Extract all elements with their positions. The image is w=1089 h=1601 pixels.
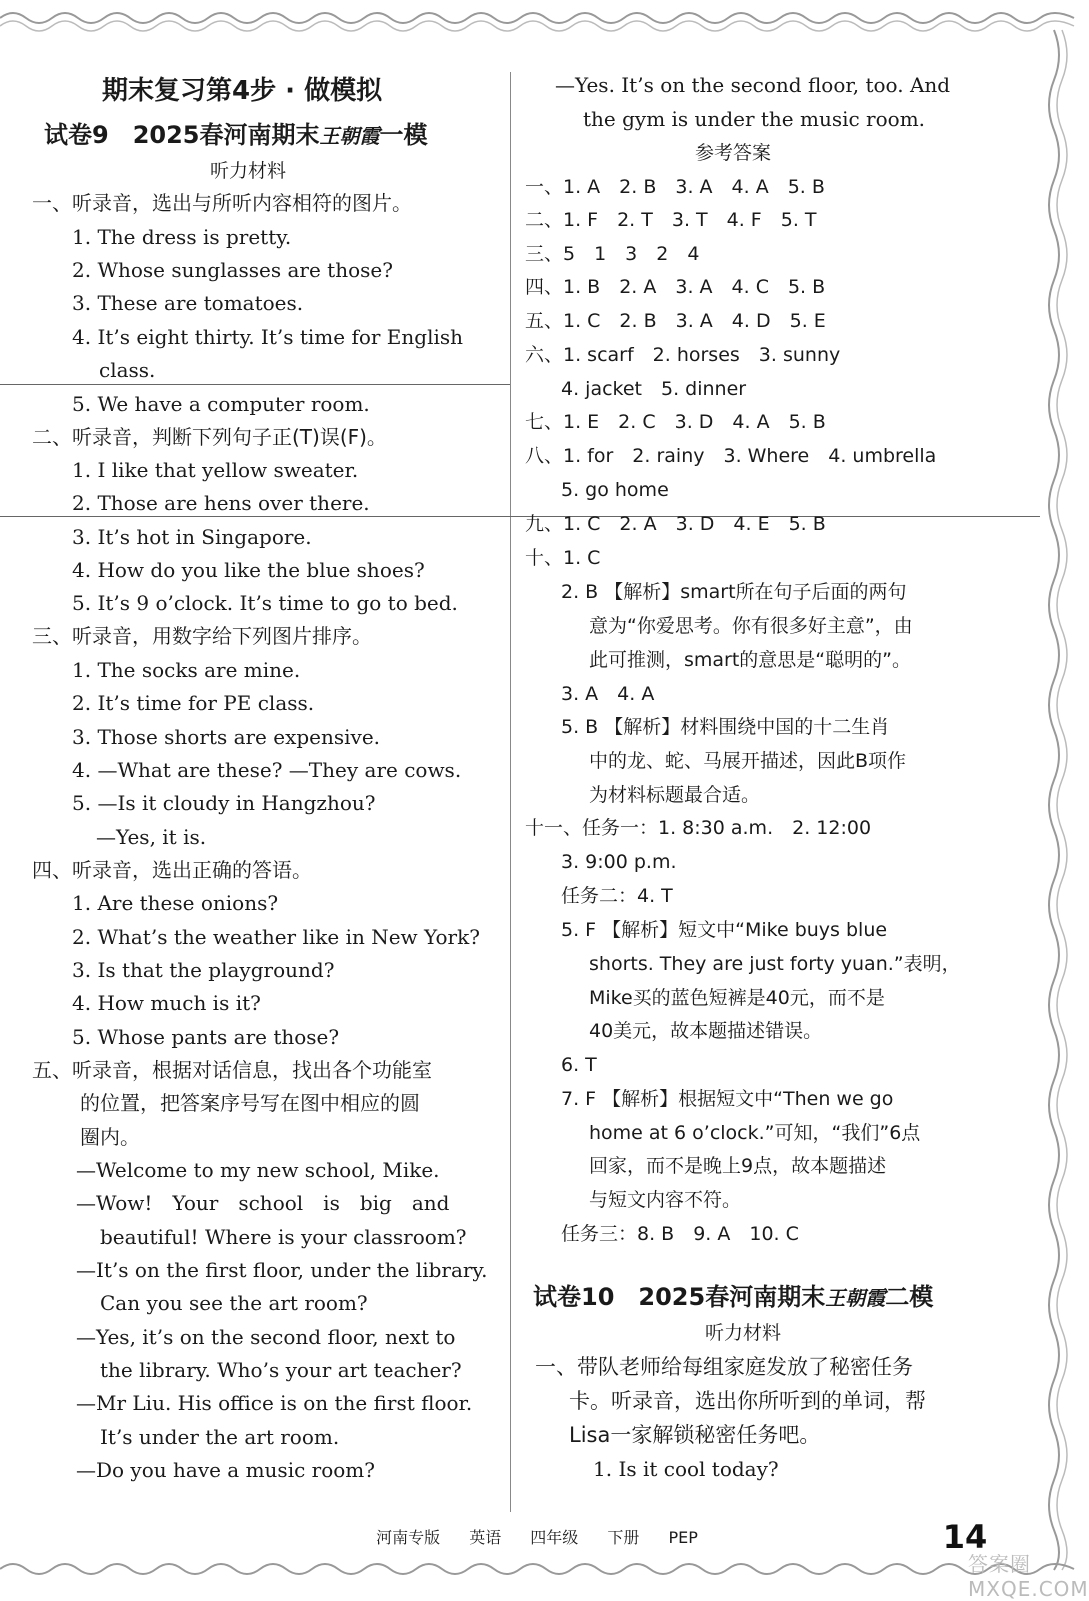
dialog-line: —Welcome to my new school, Mike. bbox=[76, 1158, 440, 1182]
explanation-line: 7. F 【解析】根据短文中“Then we go bbox=[561, 1088, 894, 1110]
page-footer bbox=[0, 1525, 1074, 1548]
paper10-section-1-title-cont: Lisa一家解锁秘密任务吧。 bbox=[569, 1423, 821, 1447]
explanation-line: home at 6 o’clock.”可知，“我们”6点 bbox=[589, 1122, 921, 1144]
list-item: 1. Is it cool today? bbox=[593, 1457, 779, 1481]
list-item: 3. It’s hot in Singapore. bbox=[72, 525, 312, 549]
answer-row: 八、1. for 2. rainy 3. Where 4. umbrella bbox=[525, 445, 937, 467]
list-item: 4. How do you like the blue shoes? bbox=[72, 558, 425, 582]
answer-row: 三、5 1 3 2 4 bbox=[525, 243, 700, 265]
explanation-line: shorts. They are just forty yuan.”表明， bbox=[589, 953, 961, 975]
list-item: 5. —Is it cloudy in Hangzhou? bbox=[72, 791, 376, 815]
explanation-line: 回家，而不是晚上9点，故本题描述 bbox=[589, 1155, 887, 1177]
list-item: 5. Whose pants are those? bbox=[72, 1025, 340, 1049]
answer-row-cont: 6. T bbox=[561, 1054, 597, 1076]
explanation-line: 此可推测，smart的意思是“聪明的”。 bbox=[589, 649, 911, 671]
paper9-suffix: 一模 bbox=[379, 121, 428, 149]
dialog-line: —Yes. It’s on the second floor, too. And bbox=[555, 73, 951, 97]
dialog-line: the library. Who’s your art teacher? bbox=[100, 1358, 462, 1382]
section-2-title: 二、听录音，判断下列句子正(T)误(F)。 bbox=[32, 425, 387, 449]
list-item: 2. Whose sunglasses are those? bbox=[72, 258, 393, 282]
section-5-title-cont: 圈内。 bbox=[80, 1125, 140, 1149]
list-item: 3. Those shorts are expensive. bbox=[72, 725, 381, 749]
explanation-line: 与短文内容不符。 bbox=[589, 1189, 742, 1211]
dialog-line: —Mr Liu. His office is on the first floor. bbox=[76, 1391, 473, 1415]
answer-row: 一、1. A 2. B 3. A 4. A 5. B bbox=[525, 176, 825, 198]
list-item: 4. How much is it? bbox=[72, 991, 261, 1015]
dialog-line: —Wow! Your school is big and bbox=[76, 1191, 450, 1215]
explanation-line: 5. B 【解析】材料围绕中国的十二生肖 bbox=[561, 716, 890, 738]
list-item: 2. It’s time for PE class. bbox=[72, 691, 315, 715]
paper9-listening-label: 听力材料 bbox=[210, 160, 287, 182]
dialog-line: It’s under the art room. bbox=[100, 1425, 340, 1449]
section-5-title: 五、听录音，根据对话信息，找出各个功能室 bbox=[32, 1058, 432, 1082]
step-title: 期末复习第4步 · 做模拟 bbox=[102, 76, 383, 106]
answer-row-cont: 5. go home bbox=[561, 479, 669, 501]
page-number: 14 bbox=[942, 1518, 988, 1556]
answer-row: 十一、任务一：1. 8:30 a.m. 2. 12:00 bbox=[525, 817, 872, 839]
section-1-title: 一、听录音，选出与所听内容相符的图片。 bbox=[32, 191, 412, 215]
scan-line bbox=[0, 384, 510, 385]
paper10-brand-logo: 王朝霞 bbox=[825, 1286, 886, 1310]
list-item: 1. The dress is pretty. bbox=[72, 225, 292, 249]
footer-edition: 河南专版 bbox=[376, 1528, 441, 1547]
list-item: 4. —What are these? —They are cows. bbox=[72, 758, 462, 782]
explanation-line: 中的龙、蛇、马展开描述，因此B项作 bbox=[589, 750, 907, 772]
footer-subject: 英语 bbox=[469, 1528, 502, 1547]
list-item-continuation: class. bbox=[99, 358, 156, 382]
explanation-line: 5. F 【解析】短文中“Mike buys blue bbox=[561, 919, 888, 941]
explanation-line: 2. B 【解析】smart所在句子后面的两句 bbox=[561, 581, 907, 603]
paper10-title bbox=[533, 1282, 933, 1313]
paper9-brand-logo: 王朝霞 bbox=[319, 124, 380, 148]
list-item: 3. These are tomatoes. bbox=[72, 291, 304, 315]
answer-row: 四、1. B 2. A 3. A 4. C 5. B bbox=[525, 276, 826, 298]
dialog-line: —Do you have a music room? bbox=[76, 1458, 375, 1482]
list-item: 2. What’s the weather like in New York? bbox=[72, 925, 480, 949]
list-item: 4. It’s eight thirty. It’s time for English bbox=[72, 325, 464, 349]
answer-row-cont: 任务三：8. B 9. A 10. C bbox=[561, 1223, 799, 1245]
paper10-section-1-title: 一、带队老师给每组家庭发放了秘密任务 bbox=[535, 1355, 913, 1379]
section-3-title: 三、听录音，用数字给下列图片排序。 bbox=[32, 624, 372, 648]
paper10-listening-label: 听力材料 bbox=[705, 1322, 782, 1344]
explanation-line: 为材料标题最合适。 bbox=[589, 784, 761, 806]
list-item: 1. I like that yellow sweater. bbox=[72, 458, 359, 482]
answer-row: 六、1. scarf 2. horses 3. sunny bbox=[525, 344, 841, 366]
list-item: 5. It’s 9 o’clock. It’s time to go to bed. bbox=[72, 591, 458, 615]
list-item: 1. Are these onions? bbox=[72, 891, 279, 915]
bottom-wavy-border bbox=[0, 1555, 1074, 1589]
section-5-title-cont: 的位置，把答案序号写在图中相应的圆 bbox=[80, 1091, 420, 1115]
dialog-line: the gym is under the music room. bbox=[583, 107, 926, 131]
explanation-line: 40美元，故本题描述错误。 bbox=[589, 1020, 823, 1042]
list-item: 5. We have a computer room. bbox=[72, 392, 370, 416]
column-divider bbox=[510, 72, 511, 1512]
answer-row: 五、1. C 2. B 3. A 4. D 5. E bbox=[525, 310, 826, 332]
dialog-line: Can you see the art room? bbox=[100, 1291, 368, 1315]
list-item: 3. Is that the playground? bbox=[72, 958, 335, 982]
answer-row-cont: 任务二：4. T bbox=[561, 885, 673, 907]
top-wavy-border bbox=[0, 4, 1074, 38]
paper9-title-text: 试卷9 2025春河南期末 bbox=[44, 121, 320, 149]
answer-row: 二、1. F 2. T 3. T 4. F 5. T bbox=[525, 209, 817, 231]
section-4-title: 四、听录音，选出正确的答语。 bbox=[32, 858, 312, 882]
dialog-line: beautiful! Where is your classroom? bbox=[100, 1225, 467, 1249]
answer-row-cont: 3. A 4. A bbox=[561, 683, 655, 705]
dialog-line: —Yes, it’s on the second floor, next to bbox=[76, 1325, 456, 1349]
answer-row-cont: 4. jacket 5. dinner bbox=[561, 378, 747, 400]
watermark: 答案圈 MXQE.COM bbox=[968, 1552, 1089, 1601]
answers-label: 参考答案 bbox=[695, 142, 772, 164]
footer-volume: 下册 bbox=[607, 1528, 640, 1547]
answer-row: 七、1. E 2. C 3. D 4. A 5. B bbox=[525, 411, 826, 433]
answer-row: 十、1. C bbox=[525, 547, 601, 569]
footer-grade: 四年级 bbox=[530, 1528, 579, 1547]
dialog-line: —It’s on the first floor, under the library. bbox=[76, 1258, 488, 1282]
paper10-suffix: 二模 bbox=[885, 1283, 934, 1311]
explanation-line: 意为“你爱思考。你有很多好主意”，由 bbox=[589, 615, 913, 637]
footer-version: PEP bbox=[668, 1528, 698, 1547]
paper9-title bbox=[44, 120, 428, 151]
answer-row-cont: 3. 9:00 p.m. bbox=[561, 851, 677, 873]
right-wavy-border bbox=[1034, 30, 1074, 1570]
paper10-section-1-title-cont: 卡。听录音，选出你所听到的单词，帮 bbox=[569, 1389, 926, 1413]
list-item: 1. The socks are mine. bbox=[72, 658, 301, 682]
answer-row: 九、1. C 2. A 3. D 4. E 5. B bbox=[525, 513, 826, 535]
list-item-continuation: —Yes, it is. bbox=[96, 825, 207, 849]
explanation-line: Mike买的蓝色短裤是40元，而不是 bbox=[589, 987, 885, 1009]
paper10-title-text: 试卷10 2025春河南期末 bbox=[533, 1283, 826, 1311]
list-item: 2. Those are hens over there. bbox=[72, 491, 370, 515]
